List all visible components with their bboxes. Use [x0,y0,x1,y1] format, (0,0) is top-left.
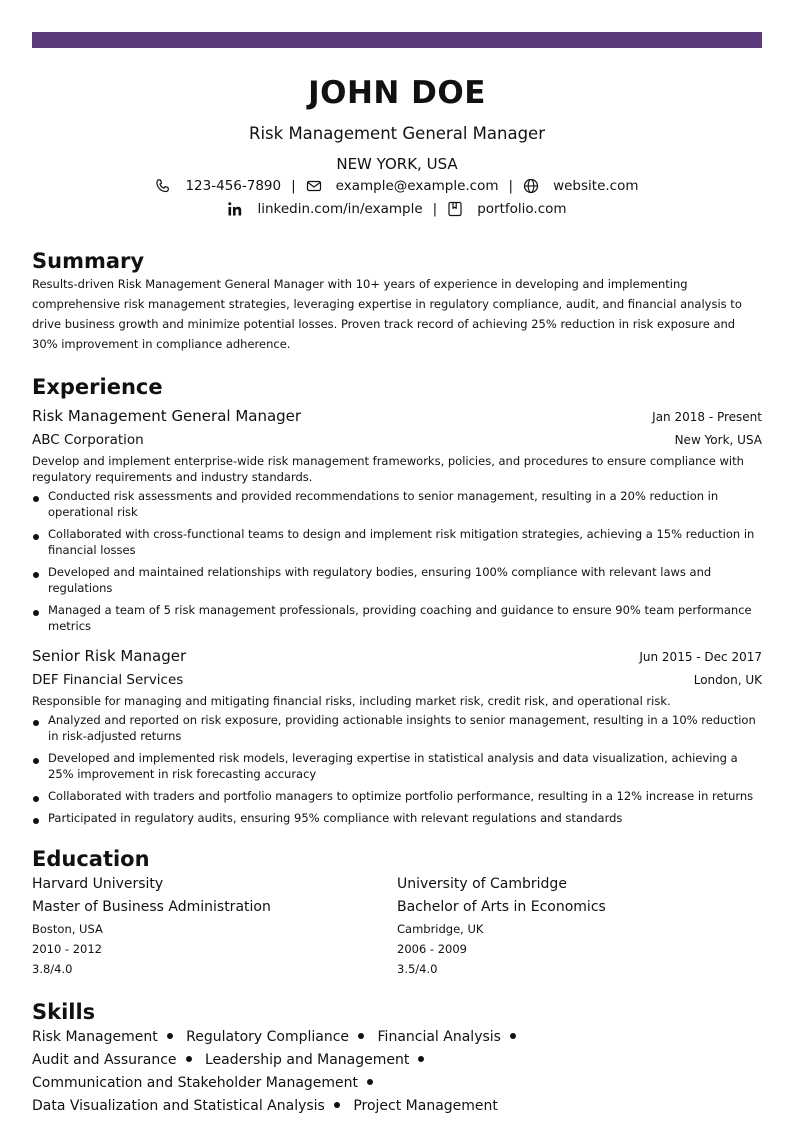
skill-item: Regulatory Compliance [186,1029,373,1045]
job-bullet: Conducted risk assessments and provided recommendations to senior management, resulting in a 20% reduction in operational risk [32,488,762,520]
mail-icon [306,178,322,194]
contact-separator: | [508,178,514,194]
skill-item: Data Visualization and Statistical Analysis [32,1098,349,1114]
education-location: Boston, USA [32,922,103,936]
job-bullets [32,488,762,634]
summary-text: Results-driven Risk Management General Manager with 10+ years of experience in developing and implementing comprehensive risk management strategies, leveraging expertise in regulatory compliance, audit, and financial analysis to drive business growth and minimize potential losses. Proven track record of achieving 25% reduction in risk exposure and 30% improvement in compliance adherence. [32,277,742,351]
job-description: Responsible for managing and mitigating financial risks, including market risk, credit risk, and operational risk. [32,694,671,708]
contact-separator: | [291,178,296,194]
skills-heading: Skills [32,1000,96,1024]
education-location: Cambridge, UK [397,922,484,936]
job-role: Risk Management General Manager [32,407,302,425]
job-dates: Jun 2015 - Dec 2017 [639,650,762,664]
education-school: Harvard University [32,876,164,892]
phone-icon [155,178,171,194]
linkedin-icon [227,201,243,217]
education-years: 2010 - 2012 [32,942,102,956]
job-bullets [32,712,762,826]
candidate-name: JOHN DOE [308,75,486,111]
skill-separator-dot [358,1033,364,1039]
education-heading: Education [32,847,150,871]
education-degree: Master of Business Administration [32,899,271,915]
skill-separator-dot [167,1033,173,1039]
candidate-title: Risk Management General Manager [249,124,545,143]
website-link[interactable]: website.com [553,178,639,194]
skill-separator-dot [334,1102,340,1108]
job-bullet: Collaborated with cross-functional teams to design and implement risk mitigation strategies, achieving a 15% reduction in financial losses [32,526,762,558]
phone-number[interactable]: 123-456-7890 [185,178,282,194]
job-company: DEF Financial Services [32,672,184,688]
education-degree: Bachelor of Arts in Economics [397,899,606,915]
job-bullet: Participated in regulatory audits, ensuring 95% compliance with relevant regulations and standards [32,810,762,826]
experience-heading: Experience [32,375,163,399]
summary-heading: Summary [32,249,145,273]
skill-item: Risk Management [32,1029,182,1045]
skill-item: Project Management [353,1098,498,1114]
job-bullet: Collaborated with traders and portfolio managers to optimize portfolio performance, resulting in a 12% increase in returns [32,788,762,804]
education-grid [32,872,762,979]
skill-item: Audit and Assurance [32,1052,201,1068]
bookmark-icon [447,201,463,217]
contact-row-primary [32,175,762,197]
job-location: New York, USA [674,433,762,447]
resume-page [32,48,762,1118]
education-entry [397,872,762,979]
education-gpa: 3.8/4.0 [32,962,73,976]
contact-row-secondary [32,198,762,220]
linkedin-link[interactable]: linkedin.com/in/example [257,201,423,217]
education-years: 2006 - 2009 [397,942,467,956]
skill-separator-dot [367,1079,373,1085]
job-description: Develop and implement enterprise-wide risk management frameworks, policies, and procedures to ensure compliance with regulatory requirements and industry standards. [32,454,744,484]
job-bullet: Managed a team of 5 risk management professionals, providing coaching and guidance to ensure 90% team performance metrics [32,602,762,634]
skills-list [32,1026,652,1118]
job-company: ABC Corporation [32,432,144,448]
skill-item: Communication and Stakeholder Management [32,1075,382,1091]
job-bullet: Analyzed and reported on risk exposure, providing actionable insights to senior management, resulting in a 10% reduction in risk-adjusted returns [32,712,762,744]
portfolio-link[interactable]: portfolio.com [477,201,567,217]
job-bullet: Developed and maintained relationships with regulatory bodies, ensuring 100% compliance with relevant laws and regulations [32,564,762,596]
accent-bar [32,32,762,48]
skill-item: Leadership and Management [205,1052,433,1068]
job-bullet: Developed and implemented risk models, leveraging expertise in statistical analysis and data visualization, achieving a 25% improvement in risk forecasting accuracy [32,750,762,782]
education-school: University of Cambridge [397,876,567,892]
candidate-location: NEW YORK, USA [336,155,458,173]
skill-item: Financial Analysis [378,1029,525,1045]
skill-separator-dot [186,1056,192,1062]
email-address[interactable]: example@example.com [335,178,499,194]
resume-header [32,74,762,220]
education-entry [32,872,397,979]
job-role: Senior Risk Manager [32,647,187,665]
job-dates: Jan 2018 - Present [652,410,762,424]
job-location: London, UK [693,673,762,687]
globe-icon [523,178,539,194]
job-entry [32,646,762,826]
skill-separator-dot [418,1056,424,1062]
skill-separator-dot [510,1033,516,1039]
job-entry [32,406,762,634]
contact-separator: | [432,201,438,217]
education-gpa: 3.5/4.0 [397,962,438,976]
